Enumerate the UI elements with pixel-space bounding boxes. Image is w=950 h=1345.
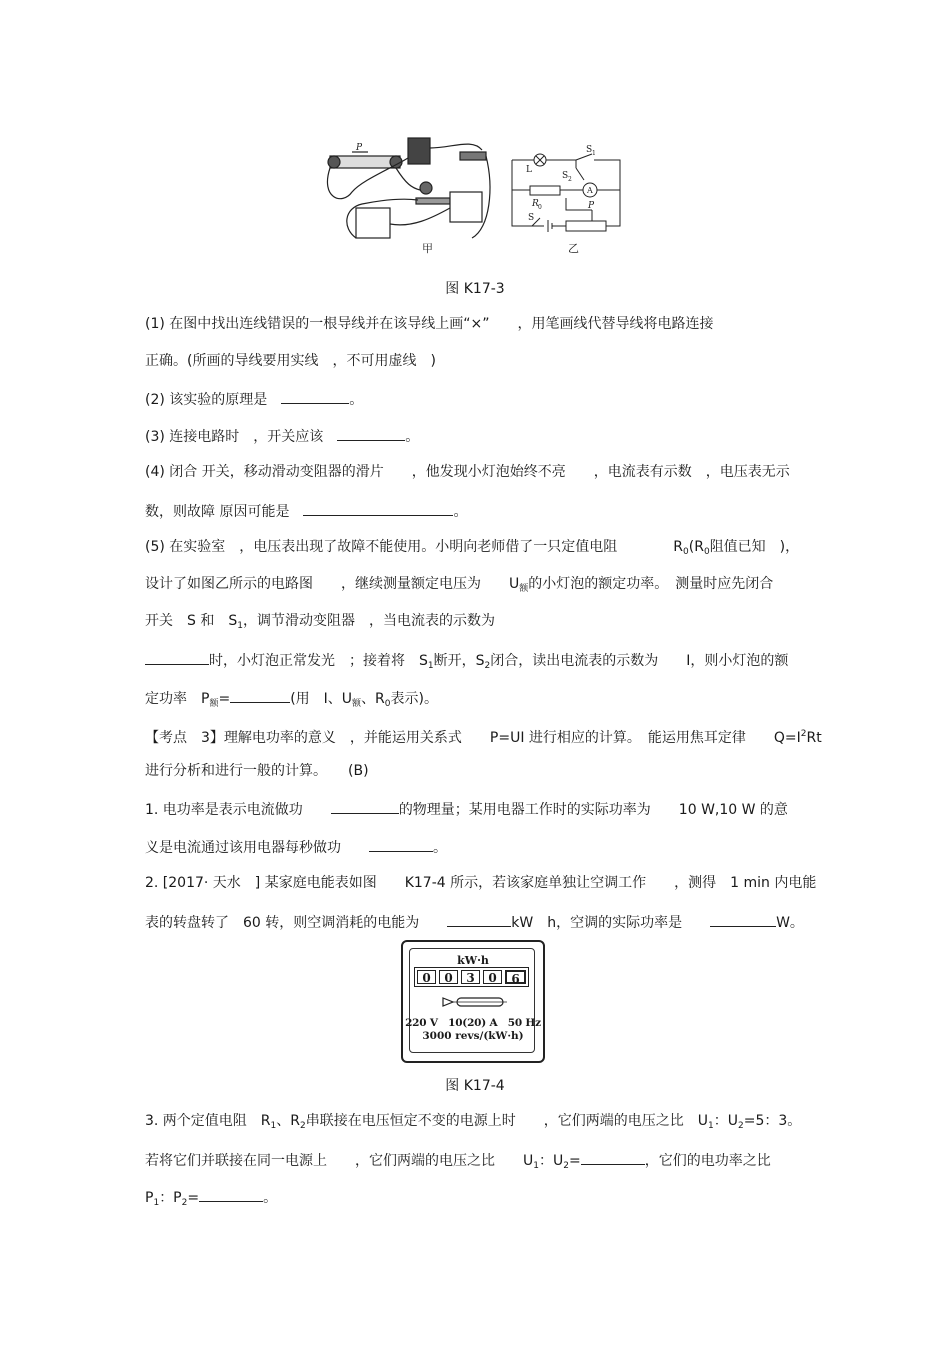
question-5-text: (R bbox=[688, 539, 704, 555]
problem-3-text: 若将它们并联接在同一电源上 ，它们两端的电压之比 U bbox=[145, 1153, 534, 1169]
lamp-holder bbox=[420, 182, 432, 194]
question-5-text: 、R bbox=[361, 691, 385, 707]
problem-3-text: = bbox=[187, 1190, 200, 1206]
meter-digit: 0 bbox=[483, 970, 502, 984]
superscript: 2 bbox=[800, 729, 807, 739]
meter-digit: 3 bbox=[461, 970, 480, 984]
wire bbox=[390, 208, 450, 225]
question-4-line-2 bbox=[145, 501, 467, 521]
question-2-end: 。 bbox=[349, 392, 364, 408]
energy-meter-figure bbox=[401, 940, 545, 1063]
problem-3-text: ：U bbox=[713, 1113, 738, 1129]
answer-blank[interactable] bbox=[145, 650, 209, 665]
rheostat-symbol bbox=[566, 221, 606, 231]
subscript: 2 bbox=[181, 1198, 188, 1208]
problem-3-text: ：P bbox=[159, 1190, 182, 1206]
question-5-line-1 bbox=[145, 538, 799, 561]
question-5-text: 闭合，读出电流表的示数为 I，则小灯泡的额 bbox=[490, 653, 789, 669]
label-jia: 甲 bbox=[422, 242, 433, 255]
kaodian-3-text: Rt bbox=[806, 730, 822, 746]
question-5-text: ，调节滑动变阻器 ，当电流表的示数为 bbox=[242, 613, 495, 629]
answer-blank[interactable] bbox=[230, 688, 290, 703]
voltmeter bbox=[356, 208, 390, 238]
meter-digit: 0 bbox=[417, 970, 436, 984]
question-4-line-1: (4) 闭合 开关，移动滑动变阻器的滑片 ，他发现小灯泡始终不亮 ，电流表有示数 ，电压表无示 bbox=[145, 464, 790, 480]
subscript: 1 bbox=[533, 1161, 539, 1171]
label-R0-sub: 0 bbox=[538, 204, 542, 211]
problem-1-text: 义是电流通过该用电器每秒做功 bbox=[145, 840, 369, 856]
lamp-base bbox=[416, 198, 450, 204]
label-P-jia: P bbox=[356, 143, 363, 153]
apparatus-drawing bbox=[327, 138, 489, 238]
answer-blank[interactable] bbox=[447, 912, 511, 927]
meter-digit: 0 bbox=[439, 970, 458, 984]
question-5-text: = bbox=[218, 691, 231, 707]
kaodian-3-line-1 bbox=[145, 725, 822, 747]
subscript: 0 bbox=[683, 547, 689, 557]
question-5-line-4 bbox=[145, 650, 788, 675]
subscript: 1 bbox=[708, 1121, 714, 1131]
wire bbox=[594, 160, 620, 226]
switch-s2 bbox=[576, 168, 584, 180]
problem-3-text: 、R bbox=[276, 1113, 301, 1129]
resistor-r0 bbox=[530, 186, 560, 195]
question-1-line-1: (1) 在图中找出连线错误的一根导线并在该导线上画“×” ，用笔画线代替导线将电路连接 bbox=[145, 316, 714, 332]
question-5-line-2 bbox=[145, 575, 773, 598]
subscript: 2 bbox=[737, 1121, 744, 1131]
label-S: S bbox=[528, 213, 535, 223]
problem-3-line-2 bbox=[145, 1150, 771, 1175]
answer-blank[interactable] bbox=[331, 799, 399, 814]
answer-blank[interactable] bbox=[369, 837, 433, 852]
meter-digit-display bbox=[414, 967, 529, 987]
kaodian-3-line-2: 进行分析和进行一般的计算。 (B) bbox=[145, 763, 369, 779]
question-5-text: 表示)。 bbox=[390, 691, 438, 707]
label-S2: S bbox=[562, 171, 569, 181]
question-5-text: (用 I、U bbox=[290, 691, 353, 707]
subscript: 额 bbox=[519, 584, 529, 594]
meter-spec-revs: 3000 revs/(kW·h) bbox=[422, 1030, 524, 1042]
question-2 bbox=[145, 389, 363, 409]
problem-1-text: 1. 电功率是表示电流做功 bbox=[145, 802, 331, 818]
question-5-text: 开关 S 和 S bbox=[145, 613, 238, 629]
subscript: 1 bbox=[237, 621, 243, 631]
problem-2-line-2 bbox=[145, 912, 804, 932]
figure-caption-k17-4: 图 K17-4 bbox=[445, 1078, 505, 1094]
label-S1: S bbox=[586, 145, 593, 155]
label-R0: R bbox=[532, 199, 539, 209]
wire bbox=[396, 168, 420, 190]
problem-1-line-1 bbox=[145, 799, 788, 819]
switch bbox=[460, 152, 486, 160]
subscript: 额 bbox=[352, 699, 362, 709]
kaodian-3-text: 【考点 3】理解电功率的意义 ，并能运用关系式 P=UI 进行相应的计算。 能运用焦耳定律 Q=I bbox=[145, 730, 801, 746]
problem-2-text: 表的转盘转了 60 转，则空调消耗的电能为 bbox=[145, 915, 448, 931]
meter-digit-decimal: 6 bbox=[505, 970, 526, 984]
question-3-end: 。 bbox=[405, 429, 420, 445]
question-5-line-5 bbox=[145, 688, 438, 713]
question-5-text: 设计了如图乙所示的电路图 ，继续测量额定电压为 U bbox=[145, 576, 520, 592]
problem-3-line-1 bbox=[145, 1112, 801, 1135]
wire bbox=[430, 144, 482, 150]
problem-1-line-2 bbox=[145, 837, 447, 857]
problem-2-end: W。 bbox=[776, 915, 804, 931]
question-5-text: 阻值已知 )， bbox=[709, 539, 800, 555]
problem-2-text: kW h，空调的实际功率是 bbox=[511, 915, 711, 931]
rheostat-end-left bbox=[328, 156, 340, 168]
label-S2-sub: 2 bbox=[568, 176, 572, 183]
question-4-text: 数，则故障 原因可能是 bbox=[145, 504, 304, 520]
subscript: 2 bbox=[563, 1161, 569, 1171]
meter-spec-rating: 220 V 10(20) A 50 Hz bbox=[405, 1017, 541, 1029]
label-P-yi: P bbox=[588, 201, 595, 211]
question-5-text: 断开，S bbox=[433, 653, 485, 669]
meter-unit-label: kW·h bbox=[457, 954, 489, 967]
label-A: A bbox=[587, 186, 593, 195]
question-1-line-2: 正确。(所画的导线要用实线 ，不可用虚线 ) bbox=[145, 353, 436, 369]
problem-3-text: P bbox=[145, 1190, 154, 1206]
question-5-text: (5) 在实验室 ，电压表出现了故障不能使用。小明向老师借了一只定值电阻 R bbox=[145, 539, 684, 555]
meter-disc-indicator-icon bbox=[441, 995, 511, 1009]
problem-2-line-1: 2. [2017· 天水 ] 某家庭电能表如图 K17-4 所示，若该家庭单独让空调工作 ，测得 1 min 内电能 bbox=[145, 875, 817, 891]
answer-blank[interactable] bbox=[281, 389, 349, 404]
question-5-text: 定功率 P bbox=[145, 691, 210, 707]
question-2-text: (2) 该实验的原理是 bbox=[145, 392, 282, 408]
subscript: 2 bbox=[484, 661, 491, 671]
answer-blank[interactable] bbox=[337, 426, 405, 441]
circuit-figure-k17-3 bbox=[322, 128, 624, 256]
problem-3-text: ，它们的电功率之比 bbox=[644, 1153, 771, 1169]
problem-1-end: 。 bbox=[433, 840, 447, 856]
answer-blank[interactable] bbox=[710, 912, 776, 927]
problem-1-text: 的物理量；某用电器工作时的实际功率为 10 W,10 W 的意 bbox=[398, 802, 788, 818]
question-3-text: (3) 连接电路时 ，开关应该 bbox=[145, 429, 338, 445]
battery bbox=[408, 138, 430, 164]
answer-blank[interactable] bbox=[581, 1150, 645, 1165]
problem-3-line-3 bbox=[145, 1187, 277, 1212]
subscript: 额 bbox=[209, 699, 219, 709]
subscript: 1 bbox=[427, 661, 434, 671]
subscript: 1 bbox=[270, 1121, 277, 1131]
problem-3-text: ：U bbox=[538, 1153, 564, 1169]
answer-blank[interactable] bbox=[303, 501, 453, 516]
subscript: 0 bbox=[703, 547, 710, 557]
figure-caption-k17-3: 图 K17-3 bbox=[445, 281, 505, 297]
problem-3-text: = bbox=[568, 1153, 581, 1169]
subscript: 0 bbox=[384, 699, 391, 709]
question-5-line-3 bbox=[145, 612, 495, 635]
ammeter bbox=[450, 192, 482, 222]
label-yi: 乙 bbox=[568, 242, 579, 255]
question-3 bbox=[145, 426, 419, 446]
problem-3-end: 。 bbox=[263, 1190, 278, 1206]
label-S1-sub: 1 bbox=[592, 150, 596, 157]
label-L: L bbox=[526, 165, 532, 175]
problem-3-text: 串联接在电压恒定不变的电源上时 ，它们两端的电压之比 U bbox=[305, 1113, 708, 1129]
question-5-text: 的小灯泡的额定功率。 测量时应先闭合 bbox=[528, 576, 774, 592]
problem-3-text: 3. 两个定值电阻 R bbox=[145, 1113, 271, 1129]
subscript: 1 bbox=[153, 1198, 160, 1208]
subscript: 2 bbox=[300, 1121, 306, 1131]
problem-3-text: =5：3。 bbox=[743, 1113, 802, 1129]
answer-blank[interactable] bbox=[199, 1187, 263, 1202]
question-5-text: 时，小灯泡正常发光 ；接着将 S bbox=[209, 653, 428, 669]
question-4-end: 。 bbox=[453, 504, 468, 520]
